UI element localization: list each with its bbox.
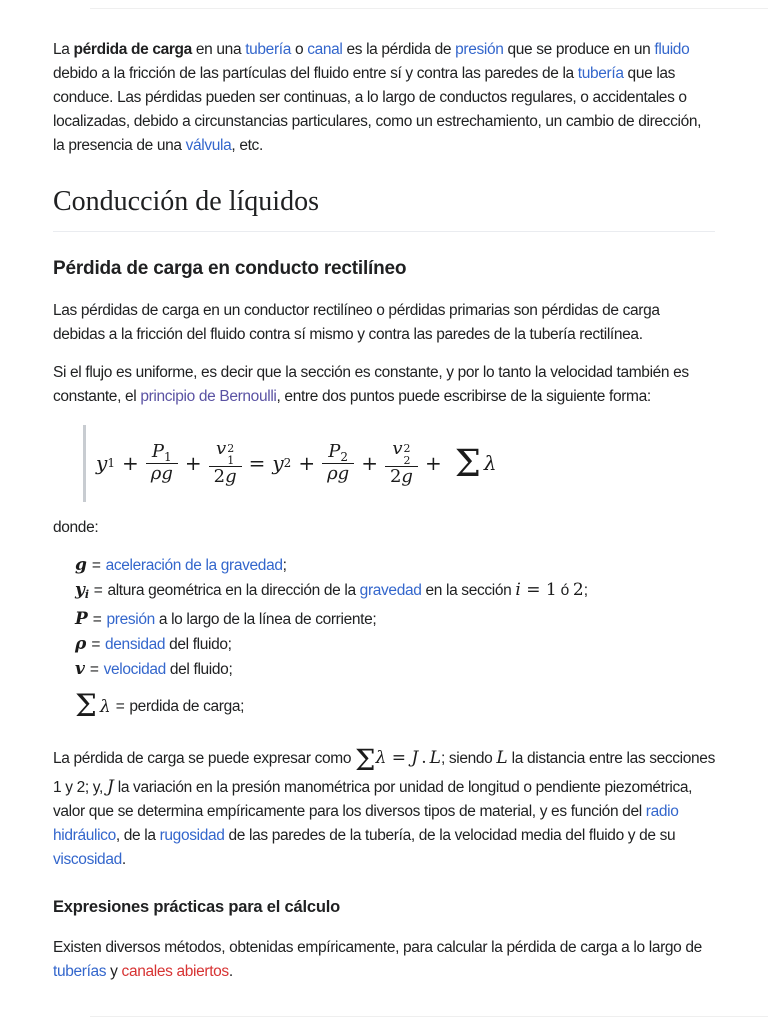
math-var-v: v (392, 438, 403, 459)
definition-g (75, 553, 715, 578)
math-num-2: 2 (213, 466, 226, 488)
text-run: . (228, 962, 233, 980)
link-rugosidad[interactable]: rugosidad (159, 826, 225, 844)
definition-P (75, 607, 715, 632)
paragraph-perdidas-primarias: Las pérdidas de carga en un conductor rectilíneo o pérdidas primarias son pérdidas de carga debidas a la fricción del fluido contra sí mismo y contra las paredes de la tubería rectilínea. (53, 302, 660, 343)
text-run: ; (583, 581, 588, 599)
math-sub-i: i (84, 587, 89, 601)
math-num-1: 1 (545, 579, 557, 600)
text-run: Existen diversos métodos, obtenidas empíricamente, para calcular la pérdida de carga a lo largo de (53, 938, 702, 956)
math-var-lambda: λ (483, 451, 497, 476)
math-plus: + (424, 451, 442, 476)
definition-yi (75, 578, 715, 607)
text-run: , etc. (231, 137, 263, 154)
text-run: La (53, 41, 74, 58)
intro-paragraph (53, 38, 715, 158)
bernoulli-equation (96, 439, 497, 488)
math-sup-sub (227, 443, 234, 466)
text-run: , de la (115, 826, 160, 844)
text-run: perdida de carga; (129, 697, 245, 715)
fraction-P1-rho-g (146, 442, 178, 485)
fraction-numerator (147, 442, 177, 463)
text-run: de las paredes de la tubería, de la velocidad media del fluido y de su (224, 826, 676, 844)
link-presion-2[interactable]: presión (106, 610, 155, 628)
text-run: del fluido; (165, 635, 232, 653)
equals-sign: = (93, 581, 103, 599)
text-run: del fluido; (165, 660, 233, 678)
text-run: que las conduce. Las pérdidas pueden ser continuas, a lo largo de conductos regulares, o accidentales o localizadas, debido a circunstancias particulares, como un estrechamiento, un cambio de dirección, la presencia de una (53, 65, 702, 154)
math-sub-2: 2 (403, 453, 411, 467)
fraction-v2sq-2g (385, 439, 418, 488)
math-equals: = (391, 747, 406, 768)
math-dot: . (421, 747, 427, 768)
math-sub-2: 2 (340, 450, 349, 465)
math-num-2: 2 (389, 466, 402, 488)
link-velocidad[interactable]: velocidad (103, 660, 166, 678)
math-var-P: P (151, 441, 165, 463)
math-sub-2: 2 (283, 456, 292, 471)
math-var-J: J (106, 776, 114, 797)
math-sub-1: 1 (227, 453, 235, 467)
math-var-rho: ρ (327, 463, 338, 485)
math-var-L: L (496, 747, 508, 768)
equals-sign: = (89, 660, 99, 678)
math-var-g: g (75, 554, 87, 575)
fraction-P2-rho-g (322, 442, 354, 485)
link-principio-de-bernoulli[interactable]: principio de Bernoulli (140, 388, 277, 405)
math-var-rho: ρ (75, 633, 87, 654)
text-run: ó (556, 581, 573, 599)
math-var-J: J (411, 747, 419, 768)
math-var-P: P (75, 608, 88, 629)
math-num-2: 2 (572, 579, 584, 600)
link-tuberias[interactable]: tuberías (53, 962, 107, 980)
math-sigma-sum: Σ (454, 441, 481, 485)
text-run: debido a la fricción de las partículas del fluido entre sí y contra las paredes de la (53, 65, 578, 82)
text-run: que se produce en un (503, 41, 655, 58)
math-var-lambda: λ (375, 747, 387, 768)
math-sub-1: 1 (107, 456, 115, 471)
equals-sign: = (92, 610, 102, 628)
text-run: La pérdida de carga se puede expresar como (53, 749, 356, 767)
text-run: y (106, 962, 122, 980)
fraction-denominator (385, 466, 418, 488)
text-run: , entre dos puntos puede escribirse de la siguiente forma: (276, 388, 651, 405)
fraction-denominator (209, 466, 242, 488)
math-sum-lambda-JL (355, 742, 441, 777)
link-valvula[interactable]: válvula (185, 137, 232, 154)
definition-sum-lambda (75, 687, 715, 727)
text-run: . (121, 850, 126, 868)
paragraph-flujo-uniforme (53, 361, 715, 409)
math-var-rho: ρ (150, 463, 162, 485)
math-sup-2: 2 (227, 442, 235, 455)
link-fluido[interactable]: fluido (654, 41, 690, 58)
equals-sign: = (91, 556, 101, 574)
fraction-numerator (211, 439, 239, 466)
link-radio-hidraulico[interactable]: radio hidráulico (53, 802, 679, 844)
math-var-g: g (401, 466, 413, 488)
equals-sign: = (115, 697, 125, 715)
subsection-heading-expresiones-practicas: Expresiones prácticas para el cálculo (53, 897, 340, 916)
text-run: en la sección (421, 581, 516, 599)
link-densidad[interactable]: densidad (105, 635, 166, 653)
definition-v (75, 657, 715, 682)
link-gravedad[interactable]: gravedad (359, 581, 422, 599)
link-canal[interactable]: canal (307, 41, 343, 58)
section-heading-conduccion-de-liquidos: Conducción de líquidos (53, 186, 715, 232)
text-run: o (291, 41, 308, 58)
math-sub-1: 1 (164, 450, 172, 465)
text-run: la variación en la presión manométrica por unidad de longitud o pendiente piezométrica, valor que se determina empíricamente para los diversos tipos de material, y es función del (53, 778, 693, 820)
text-run: altura geométrica en la dirección de la (107, 581, 360, 599)
text-run: la distancia entre las secciones 1 y 2; y, (53, 749, 715, 796)
math-var-v: v (216, 438, 227, 459)
math-var-L: L (429, 747, 441, 768)
math-var-y: y (75, 579, 85, 600)
math-var-g: g (161, 463, 173, 485)
math-plus: + (121, 451, 139, 476)
math-sigma-sum: Σ (75, 688, 97, 725)
math-equals: = (248, 451, 266, 476)
paragraph-metodos (53, 936, 715, 984)
text-run: es la pérdida de (342, 41, 456, 58)
text-run: ; siendo (440, 749, 497, 767)
redlink-canales-abiertos[interactable]: canales abiertos (121, 962, 229, 980)
math-var-g: g (225, 466, 237, 488)
paragraph-expresion-JL (53, 742, 715, 872)
fraction-numerator (387, 439, 415, 466)
fraction-v1sq-2g (209, 439, 242, 488)
page-edge-top (90, 8, 768, 9)
math-var-g: g (337, 463, 350, 485)
text-run: a lo largo de la línea de corriente; (154, 610, 377, 628)
bernoulli-equation-block (83, 425, 715, 502)
math-var-lambda: λ (99, 696, 111, 717)
math-sup-2: 2 (403, 442, 411, 455)
fraction-denominator (146, 463, 178, 485)
math-sigma-sum: Σ (355, 742, 376, 777)
link-presion[interactable]: presión (455, 41, 504, 58)
link-aceleracion-gravedad[interactable]: aceleración de la gravedad (105, 556, 283, 574)
text-run: ; (282, 556, 287, 574)
link-tuberia-2[interactable]: tubería (577, 65, 624, 82)
math-i-equals-1 (515, 580, 556, 600)
bold-term-perdida-de-carga: pérdida de carga (73, 41, 192, 58)
math-plus: + (298, 451, 316, 476)
page-edge-bottom (90, 1016, 768, 1017)
link-tuberia[interactable]: tubería (245, 41, 291, 58)
text-run: Si el flujo es uniforme, es decir que la sección es constante, y por lo tanto la velocidad también es constante, el (53, 364, 689, 405)
symbol-definition-list (75, 553, 715, 727)
math-var-P: P (328, 441, 341, 463)
math-plus: + (184, 451, 202, 476)
math-var-v: v (75, 658, 85, 679)
link-viscosidad[interactable]: viscosidad (53, 850, 122, 868)
fraction-numerator (323, 442, 353, 463)
math-sup-sub (404, 443, 411, 466)
math-var-y2: y (272, 451, 284, 476)
math-equals: = (526, 579, 541, 600)
fraction-denominator (322, 463, 354, 485)
math-var-y1: y (96, 451, 108, 476)
math-var-i: i (515, 579, 521, 600)
equals-sign: = (91, 635, 101, 653)
definition-rho (75, 632, 715, 657)
math-plus: + (361, 451, 378, 476)
paragraph-donde: donde: (53, 518, 99, 536)
subsection-heading-perdida-conducto-rectilineo: Pérdida de carga en conducto rectilíneo (53, 258, 407, 279)
text-run: en una (191, 41, 246, 58)
